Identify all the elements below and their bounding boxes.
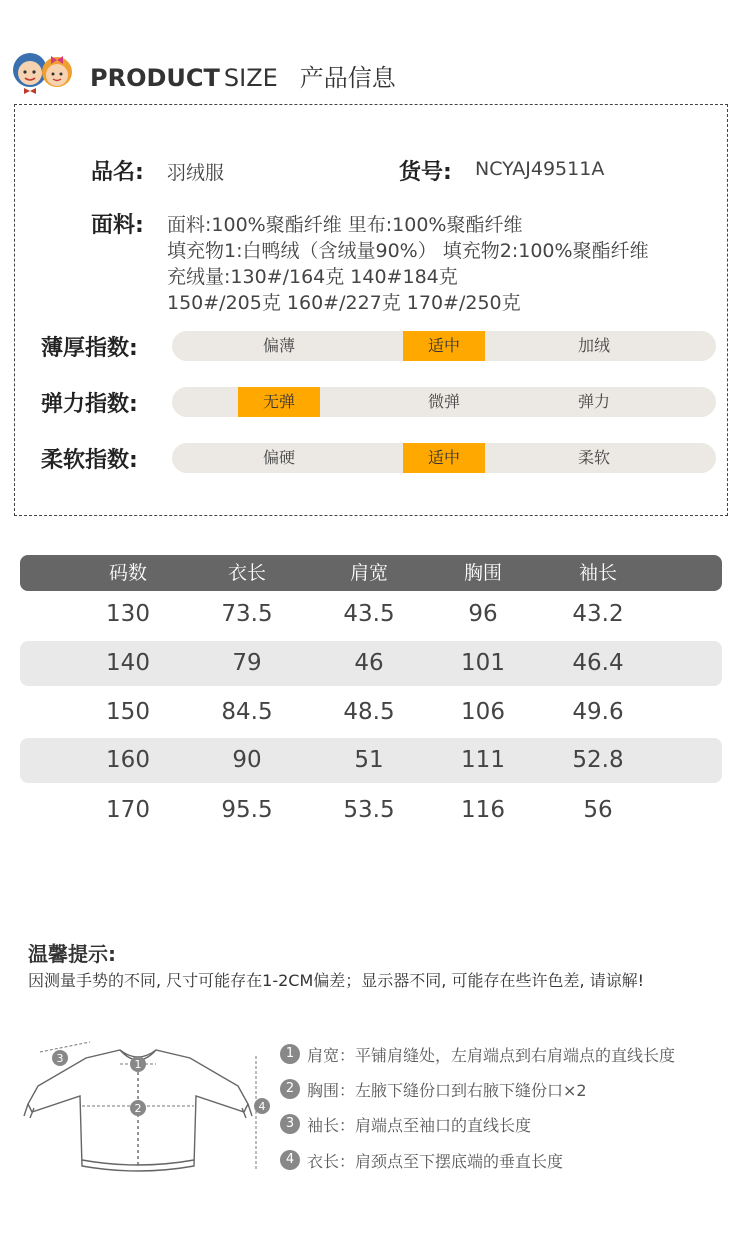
fabric-line-4: 150#/205克 160#/227克 170#/250克 (167, 292, 521, 314)
table-cell: 46.4 (572, 650, 624, 676)
thickness-bar (172, 331, 716, 361)
size-table-header (20, 555, 722, 591)
measure-number: 3 (280, 1114, 300, 1134)
table-cell: 96 (468, 601, 498, 627)
fabric-line-1: 面料:100%聚酯纤维 里布:100%聚酯纤维 (167, 214, 523, 236)
measure-text: 胸围：左腋下缝份口到右腋下缝份口×2 (307, 1081, 587, 1100)
softness-bar (172, 443, 716, 473)
header-cell-size: 码数 (108, 562, 147, 584)
marker-4: 4 (258, 1100, 266, 1113)
elasticity-label: 弹力指数: (41, 392, 138, 417)
marker-2: 2 (134, 1102, 142, 1115)
name-label: 品名: (91, 160, 144, 185)
table-cell: 116 (461, 797, 505, 823)
table-cell: 106 (461, 699, 505, 725)
table-cell: 52.8 (572, 747, 624, 773)
title-product: PRODUCT (90, 64, 220, 92)
table-cell: 140 (106, 650, 150, 676)
title-size: SIZE (223, 64, 278, 92)
softness-option-soft: 柔软 (577, 448, 610, 467)
table-cell: 73.5 (221, 601, 273, 627)
elasticity-option-stretch: 弹力 (577, 392, 610, 411)
header-cell-length: 衣长 (227, 562, 266, 584)
softness-option-hard: 偏硬 (262, 448, 295, 467)
header-cell-sleeve: 袖长 (578, 562, 617, 584)
elasticity-bar (172, 387, 716, 417)
sku-value: NCYAJ49511A (475, 158, 605, 180)
tips-text: 因测量手势的不同, 尺寸可能存在1-2CM偏差；显示器不同, 可能存在些许色差, 请谅解! (28, 971, 645, 990)
table-cell: 111 (461, 747, 505, 773)
measure-number: 1 (280, 1044, 300, 1064)
table-cell: 130 (106, 601, 150, 627)
table-row (20, 788, 722, 833)
fabric-label: 面料: (91, 213, 144, 238)
table-cell: 43.2 (572, 601, 624, 627)
elasticity-option-slight: 微弹 (427, 392, 460, 411)
table-row (20, 641, 722, 686)
table-row (20, 592, 722, 637)
elasticity-option-none: 无弹 (238, 387, 320, 417)
softness-label: 柔软指数: (41, 448, 138, 473)
header-cell-shoulder: 肩宽 (349, 562, 388, 584)
thickness-option-medium: 适中 (403, 331, 485, 361)
fabric-line-3: 充绒量:130#/164克 140#184克 (167, 266, 458, 288)
table-cell: 90 (232, 747, 262, 773)
table-cell: 49.6 (572, 699, 624, 725)
tips-title: 温馨提示: (28, 942, 116, 966)
table-cell: 150 (106, 699, 150, 725)
measure-number: 2 (280, 1079, 300, 1099)
table-cell: 170 (106, 797, 150, 823)
jacket-measurement-diagram (20, 1036, 280, 1186)
measure-text: 衣长：肩颈点至下摆底端的垂直长度 (307, 1152, 564, 1171)
table-row (20, 690, 722, 735)
table-cell: 160 (106, 747, 150, 773)
table-cell: 84.5 (221, 699, 273, 725)
kids-logo-icon (10, 46, 78, 98)
thickness-label: 薄厚指数: (41, 336, 138, 361)
table-cell: 95.5 (221, 797, 273, 823)
sku-label: 货号: (399, 160, 452, 185)
table-cell: 101 (461, 650, 505, 676)
thickness-option-padded: 加绒 (577, 336, 610, 355)
table-cell: 43.5 (343, 601, 395, 627)
header-title (90, 58, 396, 93)
measure-number: 4 (280, 1150, 300, 1170)
table-cell: 51 (354, 747, 384, 773)
table-cell: 79 (232, 650, 262, 676)
measure-text: 袖长：肩端点至袖口的直线长度 (307, 1116, 532, 1135)
marker-3: 3 (56, 1052, 64, 1065)
product-info-box (14, 104, 728, 516)
thickness-option-thin: 偏薄 (262, 336, 295, 355)
title-cn: 产品信息 (299, 64, 396, 92)
header (10, 44, 740, 104)
header-cell-chest: 胸围 (463, 562, 502, 584)
table-cell: 56 (583, 797, 613, 823)
softness-option-medium: 适中 (403, 443, 485, 473)
measure-text: 肩宽：平铺肩缝处，左肩端点到右肩端点的直线长度 (307, 1046, 676, 1065)
table-cell: 53.5 (343, 797, 395, 823)
table-cell: 48.5 (343, 699, 395, 725)
name-value: 羽绒服 (167, 162, 225, 184)
table-row (20, 738, 722, 783)
fabric-line-2: 填充物1:白鸭绒（含绒量90%） 填充物2:100%聚酯纤维 (167, 240, 649, 262)
table-cell: 46 (354, 650, 384, 676)
marker-1: 1 (134, 1058, 142, 1071)
